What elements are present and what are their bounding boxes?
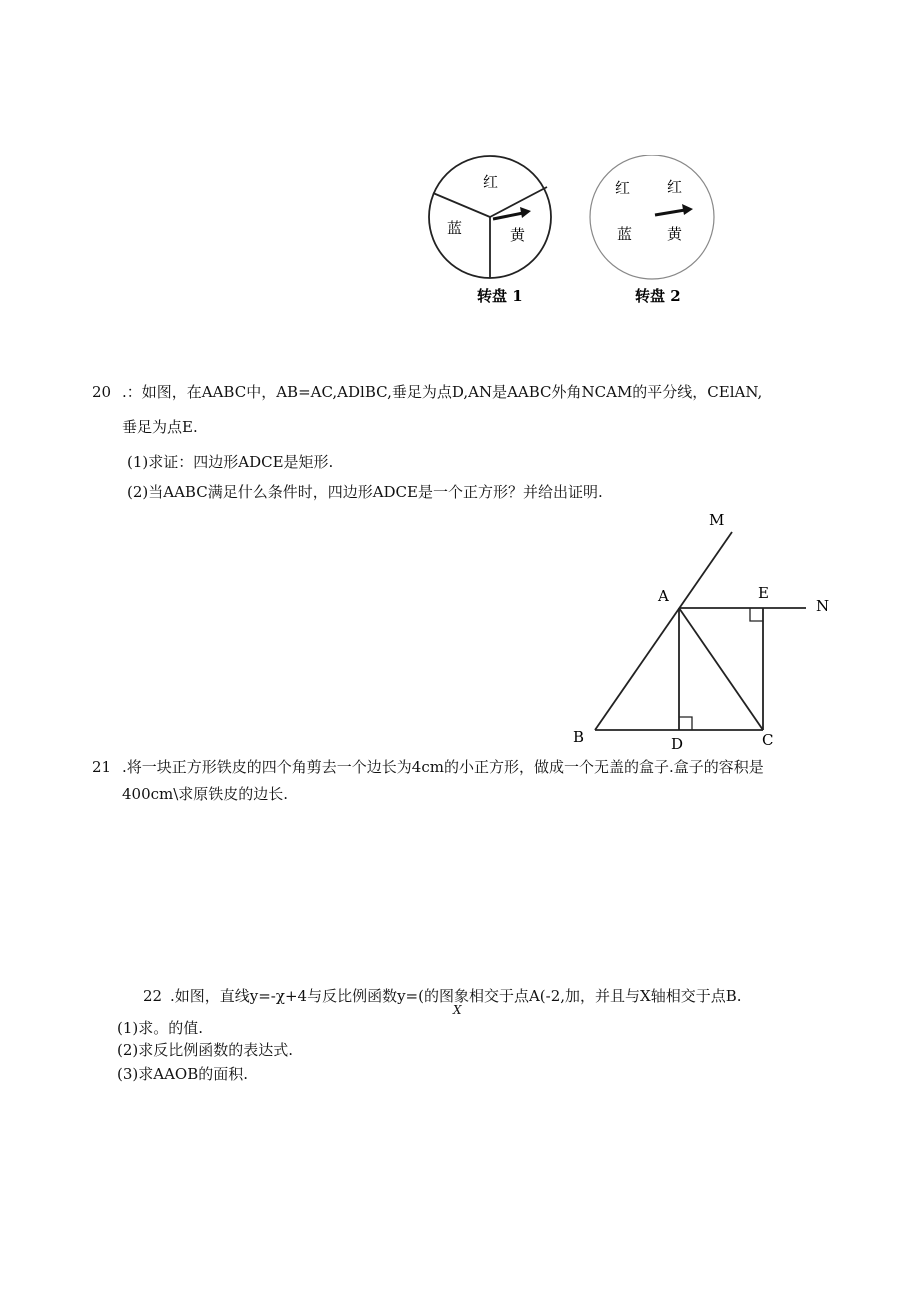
label-E: E bbox=[758, 584, 769, 602]
right-angle-mark-D bbox=[679, 717, 692, 730]
spinner-1-label-blue: 蓝 bbox=[447, 219, 463, 237]
q20-part-1: (1)求证：四边形ADCE是矩形. bbox=[127, 453, 334, 471]
q22-text-line-1: .如图，直线y=-χ+4与反比例函数y=(的图象相交于点A(-2,加，并且与X轴相交于点B. bbox=[170, 987, 742, 1005]
segment-BM bbox=[595, 532, 732, 730]
q22-part-2: (2)求反比例函数的表达式. bbox=[117, 1041, 294, 1059]
q22-number: 22 bbox=[143, 987, 163, 1005]
q21-number: 21 bbox=[92, 758, 112, 776]
spinner-2-figure bbox=[585, 155, 725, 315]
label-C: C bbox=[762, 731, 774, 749]
label-D: D bbox=[671, 735, 684, 753]
right-angle-mark-E bbox=[750, 608, 763, 621]
spinner-2-label-yellow: 黄 bbox=[667, 225, 683, 243]
spinner-1-label-yellow: 黄 bbox=[510, 226, 526, 244]
q22-fraction-denominator: X bbox=[453, 1003, 462, 1017]
spinner-2-label-red-1: 红 bbox=[615, 179, 631, 197]
q21-text-line-1: .将一块正方形铁皮的四个角剪去一个边长为4cm的小正方形，做成一个无盖的盒子.盒子的容积是 bbox=[122, 758, 764, 776]
spinner-2-arrow bbox=[655, 210, 685, 215]
spinner-2-label-red-2: 红 bbox=[667, 178, 683, 196]
segment-AC bbox=[679, 608, 763, 730]
spinner-2-arrowhead bbox=[682, 204, 693, 215]
spinner-1-caption: 转盘 1 bbox=[477, 287, 523, 305]
spinner-2-circle bbox=[590, 155, 714, 279]
label-M: M bbox=[709, 511, 725, 529]
spinner-2-label-blue: 蓝 bbox=[617, 225, 633, 243]
label-B: B bbox=[573, 728, 585, 746]
spinner-1-label-red: 红 bbox=[483, 173, 499, 191]
q20-part-2: (2)当AABC满足什么条件时，四边形ADCE是一个正方形？并给出证明. bbox=[127, 483, 603, 501]
label-A: A bbox=[658, 587, 669, 605]
spinner-1-divider bbox=[433, 193, 490, 217]
q22-part-3: (3)求AAOB的面积. bbox=[117, 1065, 249, 1083]
q20-text-line-1: .：如图，在AABC中，AB=AC,ADlBC,垂足为点D,AN是AABC外角NCAM的平分线，CElAN, bbox=[122, 383, 763, 401]
label-N: N bbox=[816, 597, 830, 615]
q20-number: 20 bbox=[92, 383, 112, 401]
spinner-2-caption: 转盘 2 bbox=[635, 287, 681, 305]
q21-text-line-2: 400cm\求原铁皮的边长. bbox=[122, 785, 289, 803]
q20-text-line-2: 垂足为点E. bbox=[122, 418, 198, 436]
spinner-1-figure bbox=[425, 155, 560, 315]
spinner-1-arrowhead bbox=[520, 207, 531, 218]
q20-geometry-figure bbox=[560, 505, 850, 755]
q22-part-1: (1)求。的值. bbox=[117, 1019, 204, 1037]
